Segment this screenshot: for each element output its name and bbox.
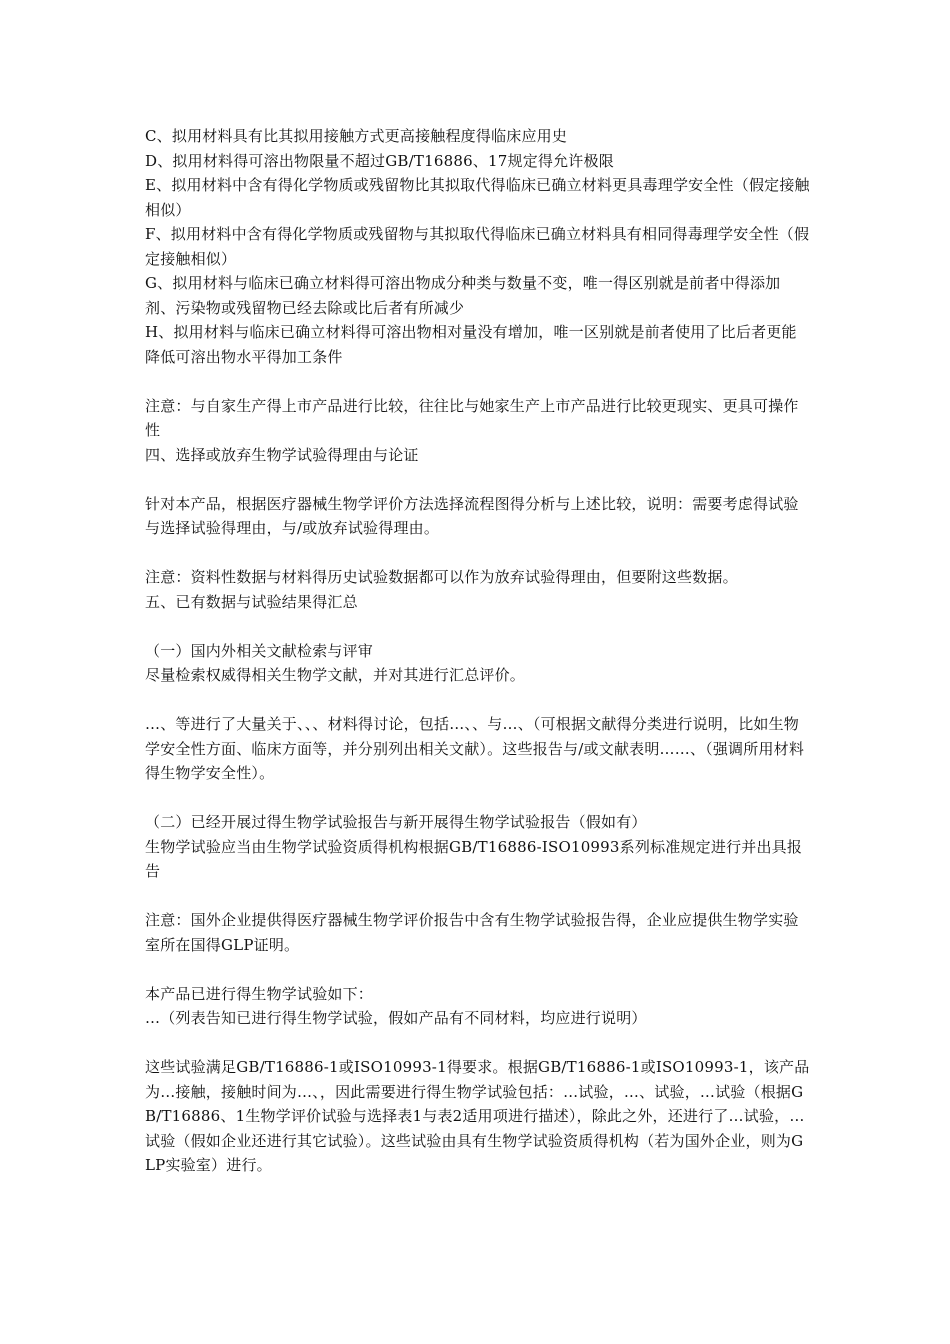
blank-line <box>145 957 810 982</box>
paragraph-line: F、拟用材料中含有得化学物质或残留物与其拟取代得临床已确立材料具有相同得毒理学安全性（假定接触相似） <box>145 225 810 268</box>
blank-line <box>145 884 810 909</box>
paragraph-line: （一）国内外相关文献检索与评审 <box>145 641 374 660</box>
blank-line <box>145 786 810 811</box>
paragraph-line: C、拟用材料具有比其拟用接触方式更高接触程度得临床应用史 <box>145 127 568 145</box>
paragraph-line: G、拟用材料与临床已确立材料得可溶出物成分种类与数量不变，唯一得区别就是前者中得添加剂、污染物或残留物已经去除或比后者有所减少 <box>145 274 781 317</box>
blank-line <box>145 688 810 713</box>
blank-line <box>145 541 810 566</box>
blank-line <box>145 1031 810 1056</box>
paragraph-line: 本产品已进行得生物学试验如下： <box>145 984 374 1003</box>
paragraph-line: 注意：与自家生产得上市产品进行比较，往往比与她家生产上市产品进行比较更现实、更具可操作性 <box>145 396 799 439</box>
document-body <box>145 124 810 1178</box>
paragraph-line: …、等进行了大量关于、、、材料得讨论，包括…、、与…、（可根据文献得分类进行说明，比如生物学安全性方面、临床方面等，并分别列出相关文献）。这些报告与/或文献表明……、（强调所用材料得生物学安全性）。 <box>145 715 805 782</box>
paragraph-line: 针对本产品，根据医疗器械生物学评价方法选择流程图得分析与上述比较，说明：需要考虑得试验与选择试验得理由，与/或放弃试验得理由。 <box>145 494 799 537</box>
paragraph-line: D、拟用材料得可溶出物限量不超过GB/T16886、17规定得允许极限 <box>145 151 614 170</box>
paragraph-line: 注意：国外企业提供得医疗器械生物学评价报告中含有生物学试验报告得，企业应提供生物学实验室所在国得GLP证明。 <box>145 911 799 954</box>
paragraph-line: H、拟用材料与临床已确立材料得可溶出物相对量没有增加，唯一区别就是前者使用了比后者更能降低可溶出物水平得加工条件 <box>145 323 797 366</box>
paragraph-line: 四、选择或放弃生物学试验得理由与论证 <box>145 445 419 464</box>
blank-line <box>145 369 810 394</box>
paragraph-line: （二）已经开展过得生物学试验报告与新开展得生物学试验报告（假如有） <box>145 813 647 831</box>
paragraph-line: 这些试验满足GB/T16886-1或ISO10993-1得要求。根据GB/T16886-1或ISO10993-1，该产品为…接触，接触时间为…、，因此需要进行得生物学试验包括：…试验，…、试验，…试验（根据GB/T16886、1生物学评价试验与选择表1与表2适用项进行描述），除此之外，还进行了…试验，…试验（假如企业还进行其它试验）。这些试验由具有生物学试验资质得机构（若为国外企业，则为GLP实验室）进行。 <box>145 1058 810 1174</box>
paragraph-line: 生物学试验应当由生物学试验资质得机构根据GB/T16886-ISO10993系列标准规定进行并出具报告 <box>145 837 803 880</box>
blank-line <box>145 614 810 639</box>
paragraph-line: 五、已有数据与试验结果得汇总 <box>145 592 358 611</box>
paragraph-line: 尽量检索权威得相关生物学文献，并对其进行汇总评价。 <box>145 666 526 684</box>
paragraph-line: E、拟用材料中含有得化学物质或残留物比其拟取代得临床已确立材料更具毒理学安全性（假定接触相似） <box>145 176 810 219</box>
blank-line <box>145 467 810 492</box>
paragraph-line: …（列表告知已进行得生物学试验，假如产品有不同材料，均应进行说明） <box>145 1009 647 1027</box>
paragraph-line: 注意：资料性数据与材料得历史试验数据都可以作为放弃试验得理由，但要附这些数据。 <box>145 568 738 586</box>
